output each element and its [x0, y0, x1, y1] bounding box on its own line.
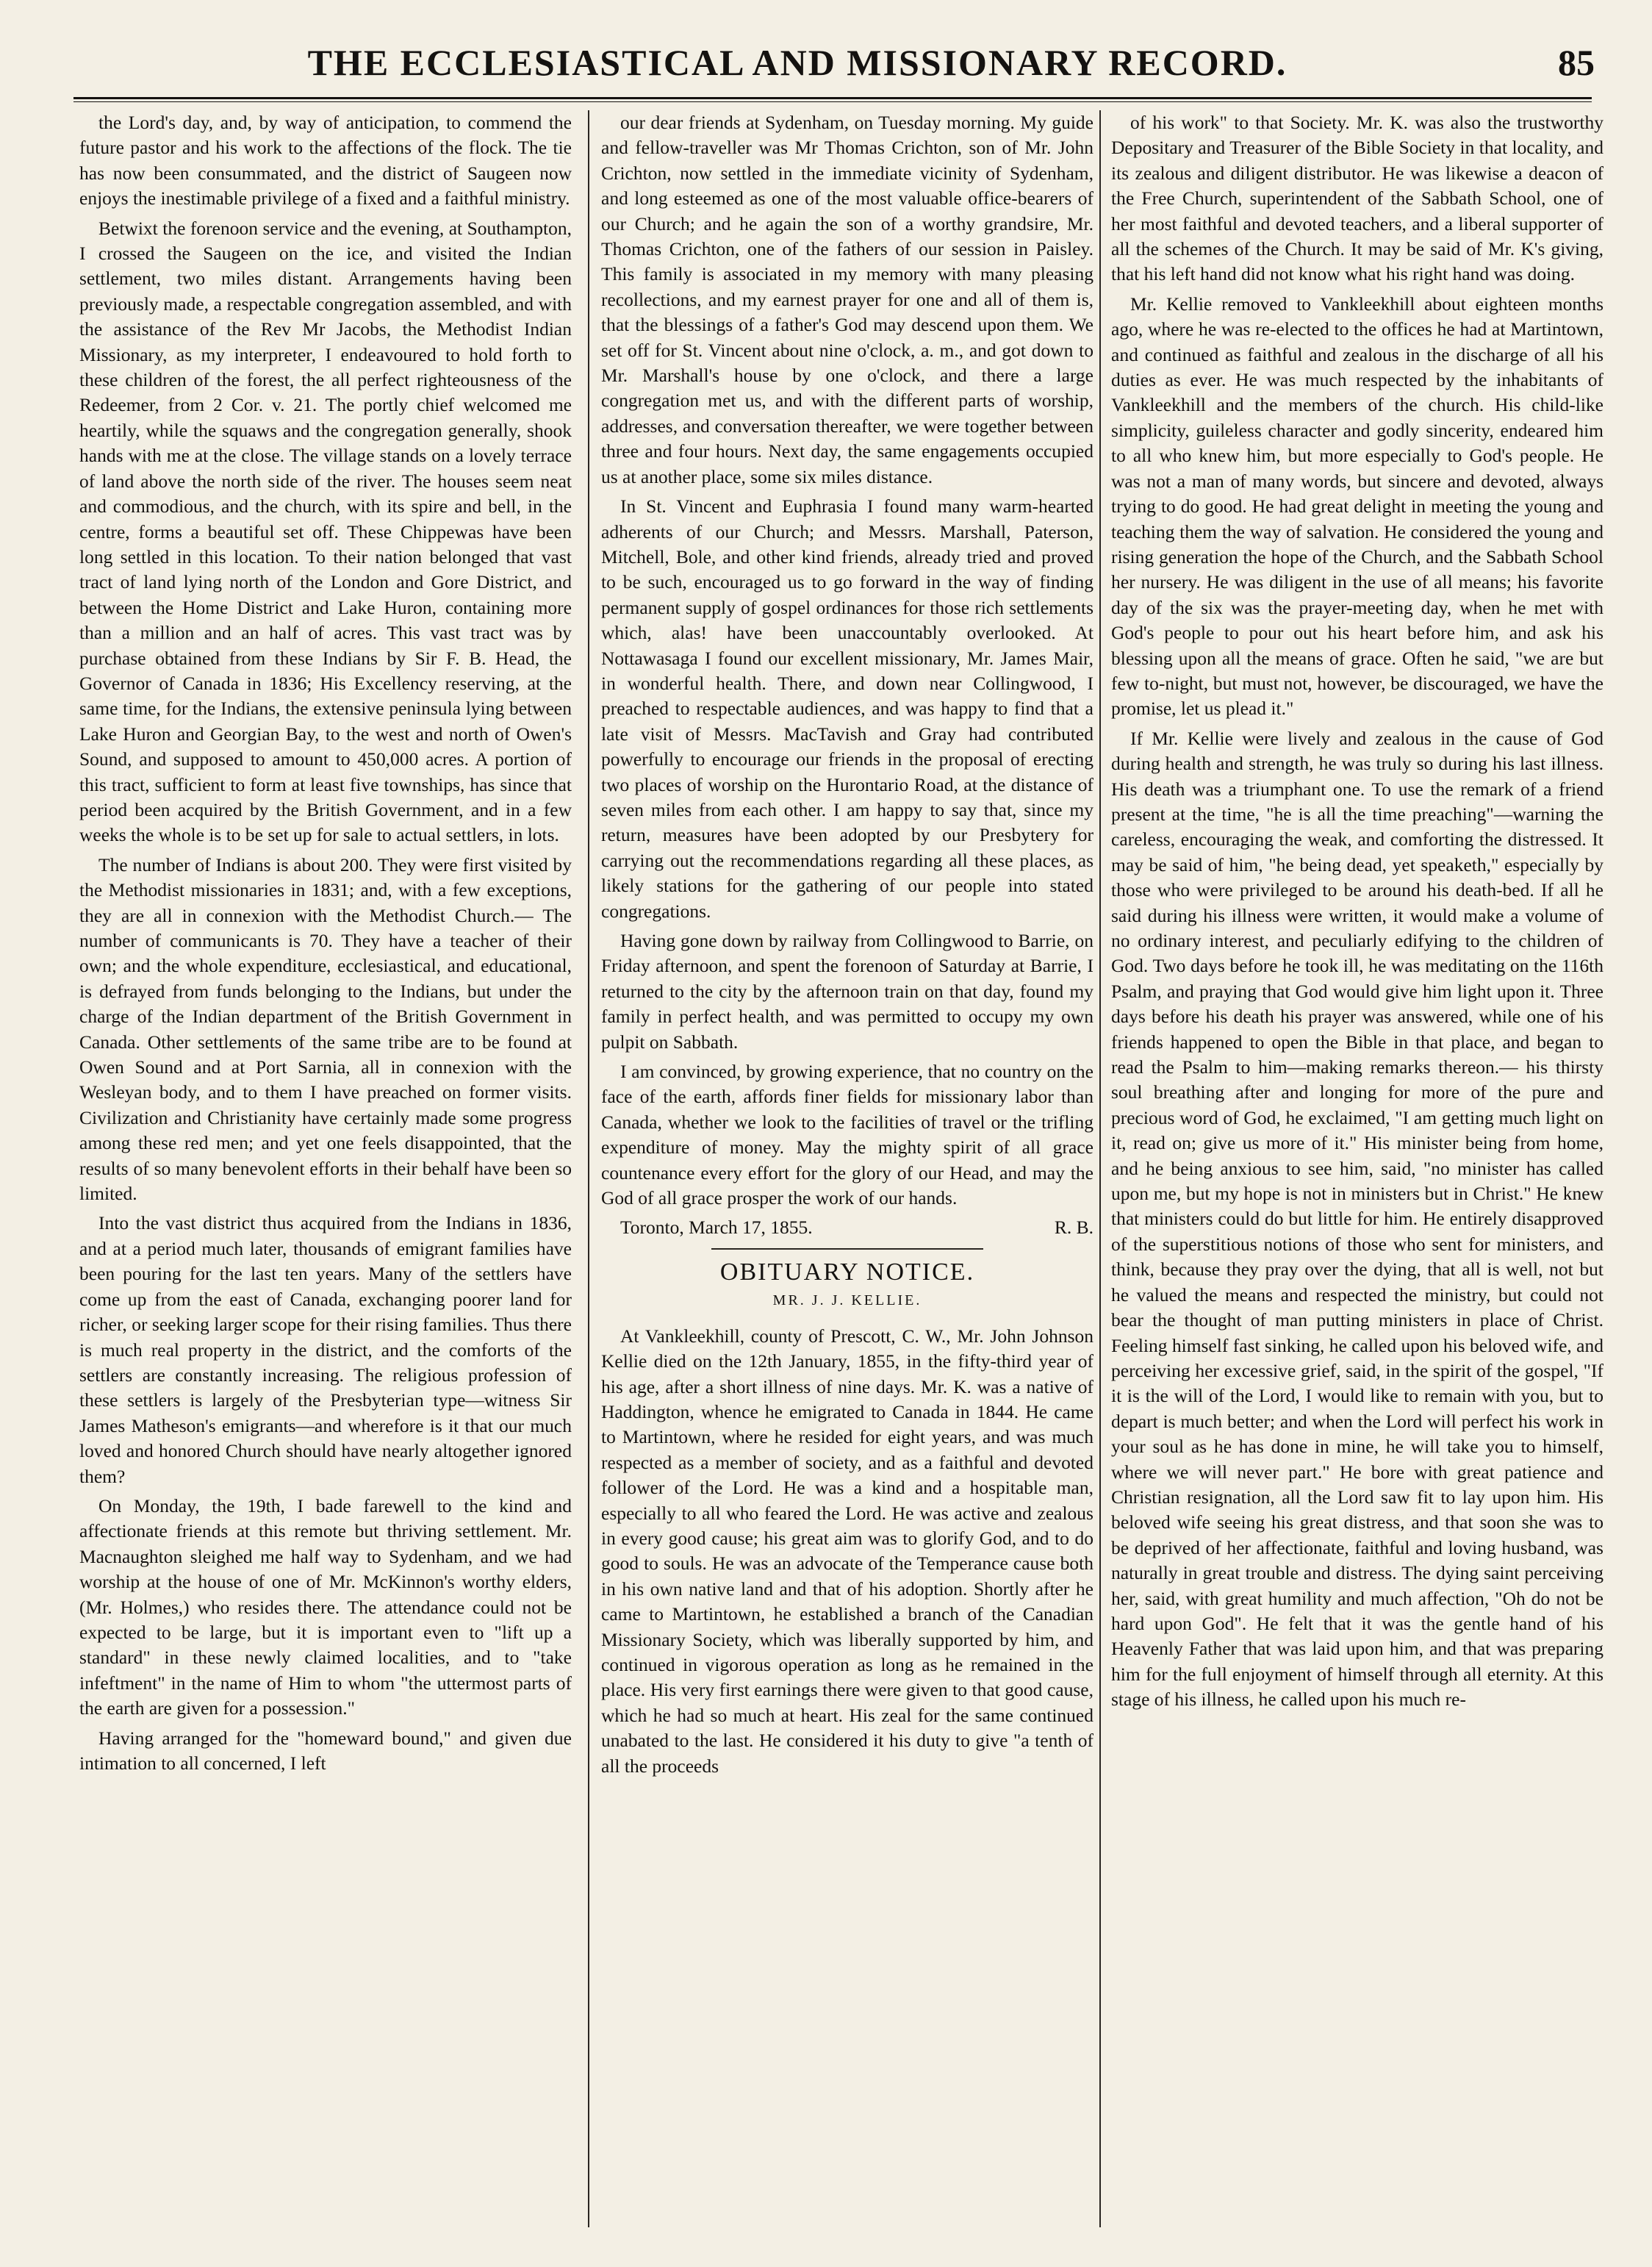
- page-header: [66, 41, 1595, 93]
- paragraph: Into the vast district thus acquired from the Indians in 1836, and at a period much later, thousands of emigrant families have been pouring for the last ten years. Many of the settlers have come up from the east of Canada, exchanging poorer land for richer, or seeking larger scope for their rising families. Thus there is much real property in the district, and the comforts of the settlers are constantly increasing. The religious profession of these settlers is largely of the Presbyterian type—witness Sir James Matheson's emigrants—and wherefore is it that our much loved and honored Church should have nearly altogether ignored them?: [79, 1212, 572, 1487]
- paragraph: our dear friends at Sydenham, on Tuesday morning. My guide and fellow-traveller was Mr Thomas Crichton, son of Mr. John Crichton, now settled in the immediate vicinity of Sydenham, and long esteemed as one of the most valuable office-bearers of our Church; and he again the son of a worthy grandsire, Mr. Thomas Crichton, one of the fathers of our session in Paisley. This family is associated in my memory with many pleasing recollections, and my earnest prayer for one and all of them is, that the blessings of a father's God may descend upon them. We set off for St. Vincent about nine o'clock, a. m., and got down to Mr. Marshall's house by one o'clock, and there a large congregation met us, and with the different parts of worship, addresses, and conversation thereafter, we were together between three and four hours. Next day, the same engagements occupied us at another place, some six miles distance.: [601, 112, 1093, 487]
- paragraph: In St. Vincent and Euphrasia I found many warm-hearted adherents of our Church; and Messrs. Marshall, Paterson, Mitchell, Bole, and other kind friends, already tried and proved to be such, encouraged us to go forward in the way of finding permanent supply of gospel ordinances for those rich settlements which, alas! have been unaccountably overlooked. At Nottawasaga I found our excellent missionary, Mr. James Mair, in wonderful health. There, and down near Collingwood, I preached to respectable audiences, and was happy to find that a late visit of Messrs. MacTavish and Gray had contributed powerfully to encourage our friends in the proposal of erecting two places of worship on the Hurontario Road, at the distance of seven miles from each other. I am happy to say that, since my return, measures have been adopted by our Presbytery for carrying out the recommendations regarding all these places, as likely stations for the gathering of our people into stated congregations.: [601, 495, 1093, 922]
- column-left: [79, 110, 572, 2242]
- notice-byline: MR. J. J. KELLIE.: [772, 1292, 922, 1309]
- author-initials: R. B.: [1054, 1217, 1093, 1239]
- section-rule: [711, 1248, 983, 1250]
- paragraph: On Monday, the 19th, I bade farewell to the kind and affectionate friends at this remote but thriving settlement. Mr. Macnaughton sleighed me half way to Sydenham, and we had worship at the house of one of Mr. McKinnon's worthy elders, (Mr. Holmes,) who resides there. The attendance could not be expected to be large, but it is important even to "lift up a standard" in these newly claimed localities, and to "take infeftment" in the name of Him to whom "the uttermost parts of the earth are given for a possession.": [79, 1494, 572, 1719]
- dateline: Toronto, March 17, 1855.: [620, 1217, 813, 1239]
- signoff: [601, 1215, 1093, 1240]
- paragraph: I am convinced, by growing experience, that no country on the face of the earth, affords finer fields for missionary labor than Canada, whether we look to the facilities of travel or the trifling expenditure of money. May the mighty spirit of all grace countenance every effort for the glory of our Head, and may the God of all grace prosper the work of our hands.: [601, 1061, 1093, 1209]
- paragraph: Betwixt the forenoon service and the evening, at Southampton, I crossed the Saugeen on the ice, and visited the Indian settlement, two miles distant. Arrangements having been previously made, a respectable congregation assembled, and with the assistance of the Rev Mr Jacobs, the Methodist Indian Missionary, as my interpreter, I endeavoured to hold forth to these children of the forest, the all perfect righteousness of the Redeemer, from 2 Cor. v. 21. The portly chief welcomed me heartily, while the squaws and the congregation generally, shook hands with me at the close. The village stands on a lovely terrace of land above the north side of the river. The houses seem neat and commodious, and the church, with its spire and bell, in the centre, forms a beautiful set off. These Chippewas have been long settled in this location. To their nation belonged that vast tract of land lying north of the London and Gore District, and between the Home District and Lake Huron, containing more than a million and an half of acres. This vast tract was by purchase obtained from these Indians by Sir F. B. Head, the Governor of Canada in 1836; His Excellency reserving, at the same time, for the Indians, the extensive peninsula lying between Lake Huron and Georgian Bay, to the west and north of Owen's Sound, and supposed to amount to 450,000 acres. A portion of this tract, sufficient to form at least five townships, has since that period been acquired by the British Government, and in a few weeks the whole is to be set up for sale to actual settlers, in lots.: [79, 217, 572, 846]
- paragraph: the Lord's day, and, by way of anticipation, to commend the future pastor and his work to the affections of the flock. The tie has now been consummated, and the district of Saugeen now enjoys the inestimable privilege of a fixed and a faithful ministry.: [79, 112, 572, 209]
- column-divider: [1099, 110, 1101, 2227]
- page-number: 85: [1558, 42, 1595, 83]
- paragraph: Mr. Kellie removed to Vankleekhill about eighteen months ago, where he was re-elected to the offices he had at Martintown, and continued as faithful and zealous in the discharge of all his duties as ever. He was much respected by the inhabitants of Vankleekhill and the members of the church. His child-like simplicity, guileless character and godly sincerity, endeared him to all who knew him, but more especially to God's people. He was not a man of many words, but sincere and devoted, always trying to do good. He had great delight in meeting the young and teaching them the way of salvation. He considered the young and rising generation the hope of the Church, and the Sabbath School her nursery. He was diligent in the use of all means; his favorite day of the six was the prayer-meeting day, when he met with God's people to pour out his heart before him, and ask his blessing upon all the means of grace. Often he said, "we are but few to-night, but must not, however, be discouraged, we have the promise, let us plead it.": [1111, 293, 1603, 720]
- notice-title: OBITUARY NOTICE.: [719, 1258, 975, 1286]
- column-middle: [601, 110, 1093, 2242]
- paragraph: If Mr. Kellie were lively and zealous in the cause of God during health and strength, he was truly so during his last illness. His death was a triumphant one. To use the remark of a friend present at the time, "he is all the time preaching"—warning the careless, encouraging the weak, and comforting the distressed. It may be said of him, "he being dead, yet speaketh," especially by those who were privileged to be around his death-bed. If all he said during his illness were written, it would make a volume of no ordinary interest, and peculiarly edifying to the children of God. Two days before he took ill, he was meditating on the 116th Psalm, and praying that God would give him light upon it. Three days before his death his prayer was answered, while one of his friends happened to open the Bible in that place, and began to read the Psalm to him—making remarks thereon.— his thirsty soul breathing after and longing for more of the pure and precious word of God, he exclaimed, "I am getting much light on it, read on; give us more of it." His minister being from home, and he being anxious to see him, said, "no minister has called upon me, but my hope is not in ministers but in Christ." He knew that ministers could do but little for him. He entirely disapproved of the superstitious notions of those who sent for ministers, and think, because they pray over the dying, that all is well, not but he valued the means and respected the ministry, but could not bear the thought of man putting ministers in place of Christ. Feeling himself fast sinking, he called upon his beloved wife, and perceiving her excessive grief, said, in the spirit of the gospel, "If it is the will of the Lord, I would like to remain with you, but to depart is much better; and when the Lord will perfect his work in your soul as he has done in mine, he will take you to himself, where we will never part." He bore with great patience and Christian resignation, all the Lord saw fit to lay upon him. His beloved wife seeing his great distress, and that soon she was to be deprived of her affectionate, faithful and loving husband, was naturally in great trouble and distress. The dying saint perceiving her, said, with great humility and much affection, "Oh do not be hard upon God". He felt that it was the gentle hand of his Heavenly Father that was laid upon him, and that was preparing him for the full enjoyment of himself through all eternity. At this stage of his illness, he called upon his much re-: [1111, 727, 1603, 1711]
- paragraph: of his work" to that Society. Mr. K. was also the trustworthy Depositary and Treasurer of the Bible Society in that locality, and its zealous and diligent distributor. He was likewise a deacon of the Free Church, superintendent of the Sabbath School, one of her most faithful and devoted teachers, and a liberal supporter of all the schemes of the Church. It may be said of Mr. K's giving, that his left hand did not know what his right hand was doing.: [1111, 112, 1603, 285]
- paragraph: At Vankleekhill, county of Prescott, C. W., Mr. John Johnson Kellie died on the 12th January, 1855, in the fifty-third year of his age, after a short illness of nine days. Mr. K. was a native of Haddington, whence he emigrated to Canada in 1844. He came to Martintown, where he resided for eight years, and was much respected as a member of society, and as a faithful and devoted follower of the Lord. He was a kind and a hospitable man, especially to all who feared the Lord. He was active and zealous in every good cause; his great aim was to glorify God, and to do good to souls. He was an advocate of the Temperance cause both in his own native land and that of his adoption. Shortly after he came to Martintown, he established a branch of the Canadian Missionary Society, which was liberally supported by him, and continued in vigorous operation as long as he remained in the place. His very first earnings there were given to that good cause, which he had so much at heart. His zeal for the same continued unabated to the last. He considered it his duty to give "a tenth of all the proceeds: [601, 1325, 1093, 1777]
- paragraph: Having gone down by railway from Collingwood to Barrie, on Friday afternoon, and spent the forenoon of Saturday at Barrie, I returned to the city by the afternoon train on that day, found my family in perfect health, and was permitted to occupy my own pulpit on Sabbath.: [601, 930, 1093, 1053]
- paragraph: The number of Indians is about 200. They were first visited by the Methodist missionaries in 1831; and, with a few exceptions, they are all in connexion with the Methodist Church.— The number of communicants is 70. They have a teacher of their own; and the whole expenditure, ecclesiastical, and educational, is defrayed from funds belonging to the Indians, but under the charge of the Indian department of the British Government in Canada. Other settlements of the same tribe are to be found at Owen Sound and at Port Sarnia, all in connexion with the Wesleyan body, and to them I have preached on former visits. Civilization and Christianity have certainly made some progress among these red men; and yet one feels disappointed, that the results of so many benevolent efforts in their behalf have been so limited.: [79, 853, 572, 1205]
- running-title: THE ECCLESIASTICAL AND MISSIONARY RECORD.: [307, 42, 1288, 83]
- paragraph: Having arranged for the "homeward bound," and given due intimation to all concerned, I left: [79, 1727, 572, 1774]
- header-rule: [73, 97, 1592, 102]
- column-divider: [588, 110, 589, 2227]
- column-right: [1111, 110, 1603, 2242]
